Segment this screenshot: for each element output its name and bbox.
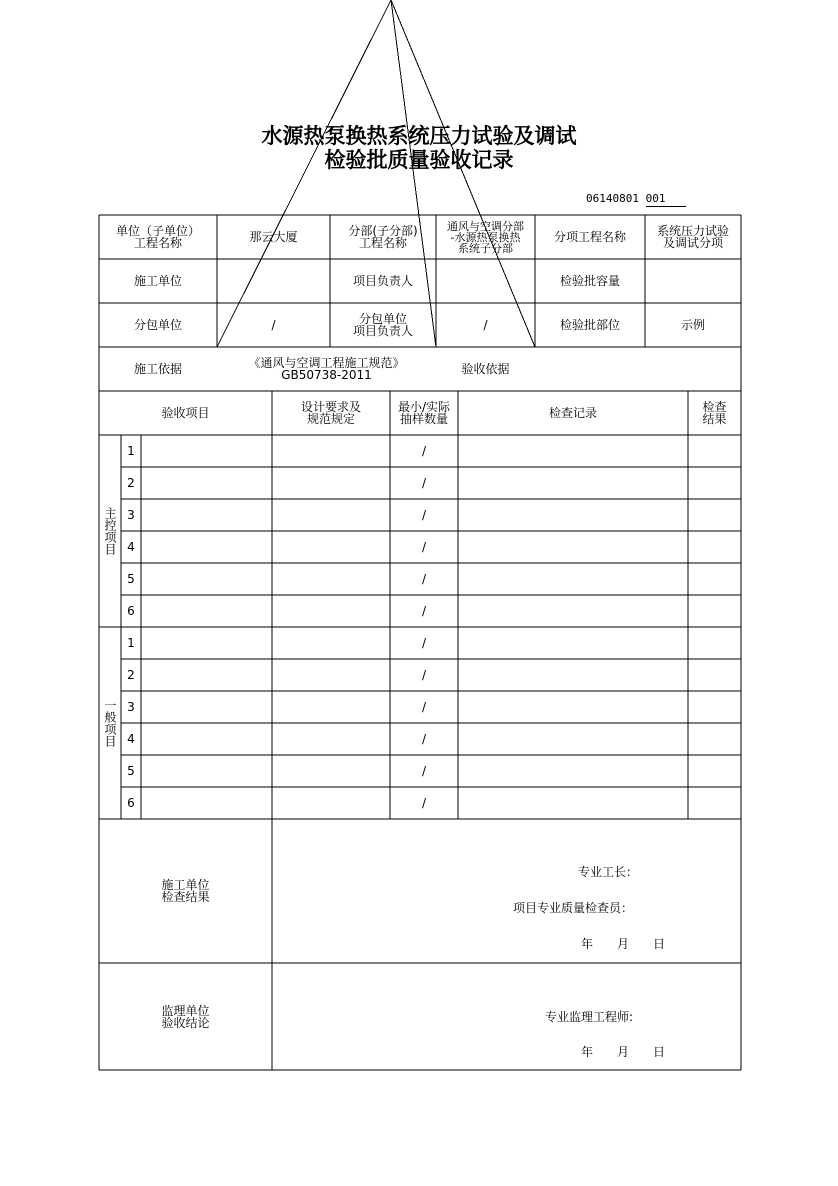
main-row-item[interactable] — [141, 563, 272, 595]
general-row-item[interactable] — [141, 755, 272, 787]
general-row-number: 2 — [127, 668, 135, 682]
general-row-item[interactable] — [141, 659, 272, 691]
form-title-line2: 检验批质量验收记录 — [324, 147, 514, 172]
general-row-result[interactable] — [688, 691, 741, 723]
supervising-engineer-label: 专业监理工程师: — [545, 1010, 634, 1024]
general-row-design[interactable] — [272, 691, 390, 723]
unit-name-value: 那云大厦 — [249, 230, 298, 244]
general-row-result[interactable] — [688, 723, 741, 755]
general-row-record[interactable] — [458, 723, 688, 755]
batch-location-label: 检验批部位 — [559, 318, 620, 332]
subitem-name-label: 分项工程名称 — [553, 230, 626, 244]
main-row-sample[interactable]: / — [421, 508, 427, 522]
col-sample-quantity: 最小/实际 抽样数量 — [397, 400, 451, 426]
general-row-result[interactable] — [688, 755, 741, 787]
acceptance-basis-value[interactable] — [535, 347, 741, 391]
main-row-design[interactable] — [272, 435, 390, 467]
main-row-item[interactable] — [141, 531, 272, 563]
general-row-number: 4 — [127, 732, 135, 746]
contractor-value[interactable] — [217, 259, 330, 303]
main-row-record[interactable] — [458, 467, 688, 499]
main-row-item[interactable] — [141, 435, 272, 467]
main-row-number: 4 — [127, 540, 135, 554]
general-row-design[interactable] — [272, 787, 390, 819]
general-row-number: 6 — [127, 796, 135, 810]
main-row-item[interactable] — [141, 467, 272, 499]
quality-inspector-label: 项目专业质量检查员： — [513, 901, 634, 915]
main-row-sample[interactable]: / — [421, 572, 427, 586]
main-row-result[interactable] — [688, 499, 741, 531]
main-row-result[interactable] — [688, 563, 741, 595]
main-row-result[interactable] — [688, 531, 741, 563]
main-row-number: 2 — [127, 476, 135, 490]
general-row-design[interactable] — [272, 659, 390, 691]
batch-capacity-label: 检验批容量 — [559, 274, 620, 288]
general-row-item[interactable] — [141, 627, 272, 659]
general-row-design[interactable] — [272, 723, 390, 755]
main-row-design[interactable] — [272, 467, 390, 499]
general-row-record[interactable] — [458, 627, 688, 659]
col-inspection-result: 检查 结果 — [702, 400, 727, 426]
main-row-record[interactable] — [458, 563, 688, 595]
general-row-result[interactable] — [688, 659, 741, 691]
main-row-record[interactable] — [458, 595, 688, 627]
main-row-record[interactable] — [458, 435, 688, 467]
division-name-label: 分部(子分部) 工程名称 — [348, 224, 418, 250]
batch-capacity-value[interactable] — [645, 259, 741, 303]
general-row-record[interactable] — [458, 691, 688, 723]
col-acceptance-item: 验收项目 — [161, 406, 210, 420]
batch-location-value[interactable]: 示例 — [680, 318, 705, 332]
unit-name-label: 单位（子单位） 工程名称 — [115, 224, 200, 250]
main-row-design[interactable] — [272, 563, 390, 595]
main-row-number: 1 — [127, 444, 135, 458]
project-manager-label: 项目负责人 — [352, 274, 413, 288]
general-items-label: 一般项目 — [103, 699, 117, 747]
general-row-record[interactable] — [458, 787, 688, 819]
general-row-record[interactable] — [458, 755, 688, 787]
main-row-item[interactable] — [141, 499, 272, 531]
general-row-number: 3 — [127, 700, 135, 714]
general-row-item[interactable] — [141, 691, 272, 723]
general-row-item[interactable] — [141, 787, 272, 819]
sub-project-manager-label: 分包单位 项目负责人 — [352, 312, 413, 338]
contractor-date: 年 月 日 — [581, 937, 666, 951]
acceptance-basis-label: 验收依据 — [461, 362, 510, 376]
construction-basis-value[interactable]: 《通风与空调工程施工规范》 GB50738-2011 — [248, 356, 405, 382]
contractor-label: 施工单位 — [133, 274, 182, 288]
main-row-item[interactable] — [141, 595, 272, 627]
foreman-label: 专业工长： — [578, 865, 639, 879]
main-row-sample[interactable]: / — [421, 604, 427, 618]
project-manager-value[interactable] — [436, 259, 535, 303]
col-design-requirement: 设计要求及 规范规定 — [300, 400, 361, 426]
general-row-result[interactable] — [688, 787, 741, 819]
main-row-record[interactable] — [458, 499, 688, 531]
contractor-check-label: 施工单位 检查结果 — [161, 878, 210, 904]
subitem-name-value: 系统压力试验 及调试分项 — [656, 224, 729, 250]
form-code-prefix: 06140801 — [586, 192, 639, 205]
general-row-sample[interactable]: / — [421, 700, 427, 714]
main-row-design[interactable] — [272, 595, 390, 627]
supervisor-check-label: 监理单位 验收结论 — [161, 1003, 210, 1030]
supervisor-date: 年 月 日 — [581, 1045, 666, 1059]
subcontractor-value[interactable]: / — [271, 318, 276, 332]
main-row-sample[interactable]: / — [421, 476, 427, 490]
main-row-result[interactable] — [688, 467, 741, 499]
form-code-suffix: 001 — [646, 192, 686, 207]
general-row-result[interactable] — [688, 627, 741, 659]
subcontractor-label: 分包单位 — [133, 318, 182, 332]
construction-basis-label: 施工依据 — [133, 362, 182, 376]
general-row-sample[interactable]: / — [421, 732, 427, 746]
form-title-line1: 水源热泵换热系统压力试验及调试 — [261, 123, 577, 148]
main-row-number: 3 — [127, 508, 135, 522]
main-row-sample[interactable]: / — [421, 540, 427, 554]
general-row-number: 1 — [127, 636, 135, 650]
main-row-sample[interactable]: / — [421, 444, 427, 458]
main-row-number: 5 — [127, 572, 135, 586]
general-row-design[interactable] — [272, 755, 390, 787]
main-row-design[interactable] — [272, 499, 390, 531]
general-row-design[interactable] — [272, 627, 390, 659]
general-row-sample[interactable]: / — [421, 796, 427, 810]
main-row-number: 6 — [127, 604, 135, 618]
general-row-sample[interactable]: / — [421, 668, 427, 682]
general-row-number: 5 — [127, 764, 135, 778]
sub-project-manager-value[interactable]: / — [483, 318, 488, 332]
main-row-record[interactable] — [458, 531, 688, 563]
general-row-record[interactable] — [458, 659, 688, 691]
general-row-item[interactable] — [141, 723, 272, 755]
main-row-result[interactable] — [688, 435, 741, 467]
general-row-sample[interactable]: / — [421, 764, 427, 778]
main-row-result[interactable] — [688, 595, 741, 627]
division-name-value: 通风与空调分部 -水源热泵换热 系统子分部 — [447, 219, 524, 255]
main-control-items-label: 主控项目 — [103, 507, 117, 555]
main-row-design[interactable] — [272, 531, 390, 563]
general-row-sample[interactable]: / — [421, 636, 427, 650]
col-inspection-record: 检查记录 — [548, 406, 597, 420]
